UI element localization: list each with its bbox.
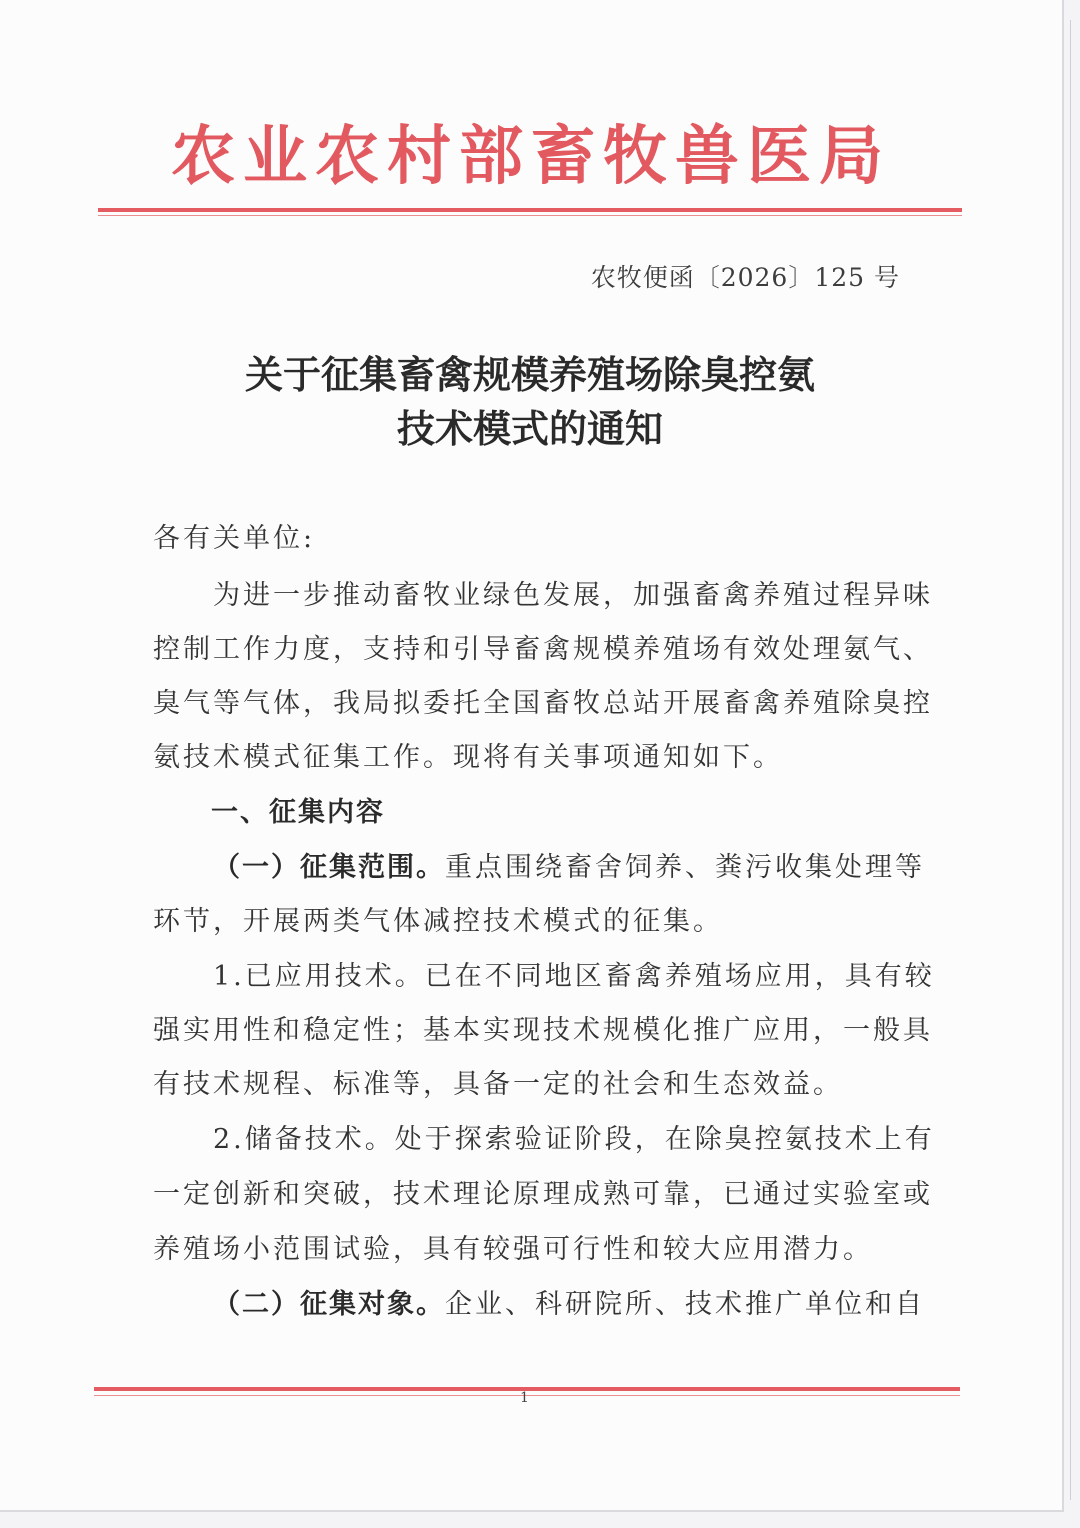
item1-heading: （一）征集范围。 [213,852,445,883]
section-heading-1: 一、征集内容 [211,797,385,828]
item1-text: 重点围绕畜舍饲养、粪污收集处理等 [445,852,925,883]
item2-heading: （二）征集对象。 [213,1289,445,1320]
sub2-line-3: 养殖场小范围试验，具有较强可行性和较大应用潜力。 [153,1234,873,1265]
item2-text: 企业、科研院所、技术推广单位和自 [445,1289,925,1320]
salutation: 各有关单位: [153,523,316,554]
sub1-line-1: 1.已应用技术。已在不同地区畜禽养殖场应用，具有较 [213,961,935,992]
sub2-line-1: 2.储备技术。处于探索验证阶段，在除臭控氨技术上有 [213,1124,935,1155]
para1-line-4: 氨技术模式征集工作。现将有关事项通知如下。 [153,742,783,773]
page-number: 1 [520,1390,529,1406]
page-edge [1070,20,1071,1500]
item2-line-1 [153,1278,963,1332]
sub2-line-2: 一定创新和突破，技术理论原理成熟可靠，已通过实验室或 [153,1179,933,1210]
sub1-line-2: 强实用性和稳定性；基本实现技术规模化推广应用，一般具 [153,1015,933,1046]
sub1-line-3: 有技术规程、标准等，具备一定的社会和生态效益。 [153,1069,843,1100]
para1-line-2: 控制工作力度，支持和引导畜禽规模养殖场有效处理氨气、 [153,634,933,665]
item1-line-1 [153,841,963,895]
document-number: 农牧便函〔2026〕125 号 [590,263,900,292]
para1-line-3: 臭气等气体，我局拟委托全国畜牧总站开展畜禽养殖除臭控 [153,688,933,719]
title-line-2: 技术模式的通知 [396,406,663,451]
item1-line-2: 环节，开展两类气体减控技术模式的征集。 [153,906,723,937]
letterhead-title: 农业农村部畜牧兽医局 [171,119,891,194]
letterhead-thin-rule [98,215,962,216]
letterhead-red-rule [98,208,962,212]
document-title [130,348,930,456]
para1-line-1: 为进一步推动畜牧业绿色发展，加强畜禽养殖过程异味 [213,580,933,611]
title-line-1: 关于征集畜禽规模养殖场除臭控氨 [244,352,815,397]
